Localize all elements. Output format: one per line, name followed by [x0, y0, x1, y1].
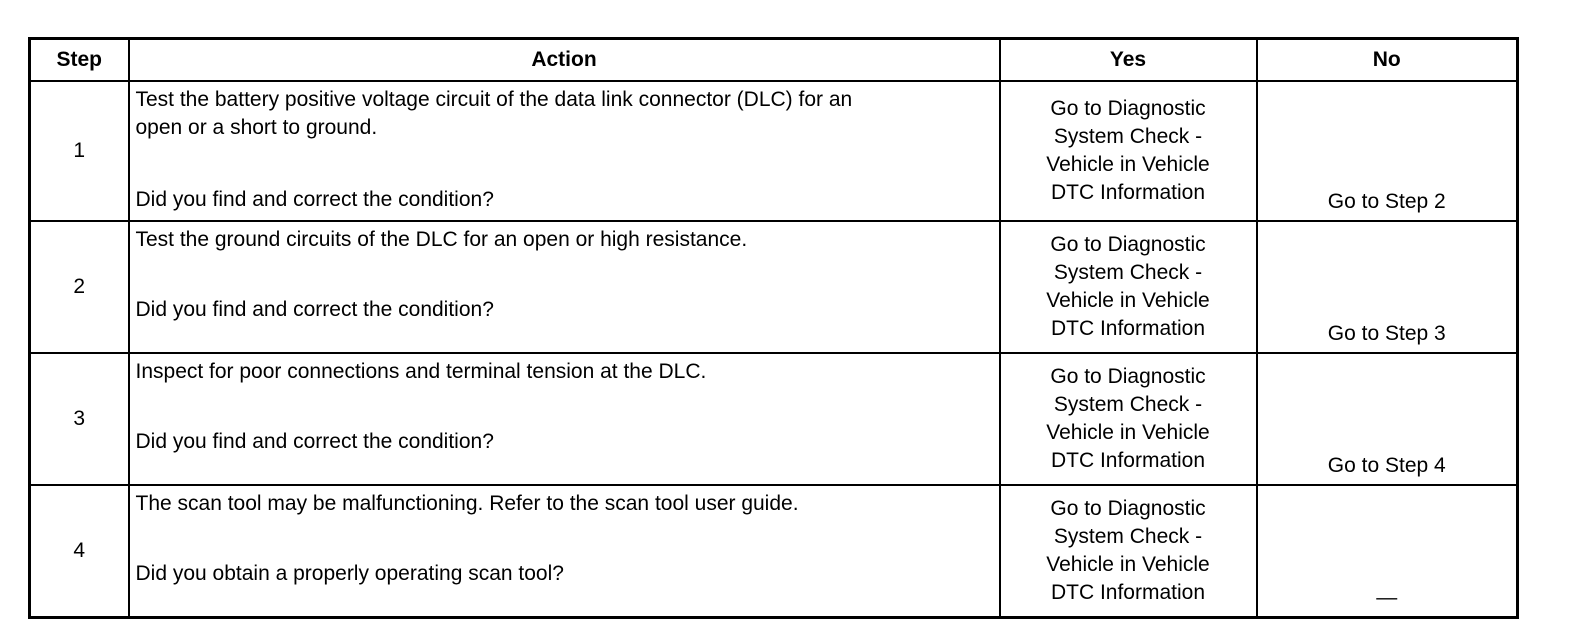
yes-text: DTC Information [1050, 449, 1206, 472]
table-row [30, 353, 1518, 485]
yes-text: System Check - [1053, 393, 1203, 416]
action-text: open or a short to ground. [135, 116, 378, 139]
action-text: The scan tool may be malfunctioning. Refer to the scan tool user guide. [135, 492, 799, 515]
action-cell [129, 485, 1000, 618]
yes-text: Go to Diagnostic [1050, 497, 1206, 520]
no-cell: — [1257, 485, 1518, 618]
no-cell: Go to Step 3 [1257, 221, 1518, 353]
yes-text: System Check - [1053, 525, 1203, 548]
yes-text: DTC Information [1050, 317, 1206, 340]
yes-cell [1000, 221, 1257, 353]
header-yes: Yes [1000, 39, 1257, 82]
table-row [30, 485, 1518, 618]
diagnostic-table [28, 37, 1519, 619]
action-question: Did you obtain a properly operating scan tool? [135, 562, 564, 585]
yes-text: System Check - [1053, 261, 1203, 284]
action-question: Did you find and correct the condition? [135, 188, 494, 211]
table-row [30, 221, 1518, 353]
no-cell: Go to Step 2 [1257, 81, 1518, 221]
yes-text: Vehicle in Vehicle [1046, 553, 1210, 576]
header-step: Step [30, 39, 129, 82]
yes-text: DTC Information [1050, 181, 1206, 204]
yes-text: Go to Diagnostic [1050, 365, 1206, 388]
yes-cell [1000, 81, 1257, 221]
yes-text: Vehicle in Vehicle [1046, 153, 1210, 176]
action-cell [129, 81, 1000, 221]
header-no: No [1257, 39, 1518, 82]
step-number: 2 [30, 221, 129, 353]
action-question: Did you find and correct the condition? [135, 298, 494, 321]
yes-text: Vehicle in Vehicle [1046, 421, 1210, 444]
table-row [30, 81, 1518, 221]
yes-cell [1000, 485, 1257, 618]
yes-cell [1000, 353, 1257, 485]
header-action: Action [129, 39, 1000, 82]
step-number: 1 [30, 81, 129, 221]
action-cell [129, 353, 1000, 485]
action-text: Inspect for poor connections and terminal tension at the DLC. [135, 360, 707, 383]
yes-text: Go to Diagnostic [1050, 97, 1206, 120]
action-text: Test the ground circuits of the DLC for an open or high resistance. [135, 228, 748, 251]
yes-text: DTC Information [1050, 581, 1206, 604]
yes-text: Go to Diagnostic [1050, 233, 1206, 256]
yes-text: System Check - [1053, 125, 1203, 148]
yes-text: Vehicle in Vehicle [1046, 289, 1210, 312]
action-question: Did you find and correct the condition? [135, 430, 494, 453]
step-number: 4 [30, 485, 129, 618]
step-number: 3 [30, 353, 129, 485]
action-text: Test the battery positive voltage circuit of the data link connector (DLC) for an [135, 88, 853, 111]
no-cell: Go to Step 4 [1257, 353, 1518, 485]
table-header-row [30, 39, 1518, 82]
action-cell [129, 221, 1000, 353]
